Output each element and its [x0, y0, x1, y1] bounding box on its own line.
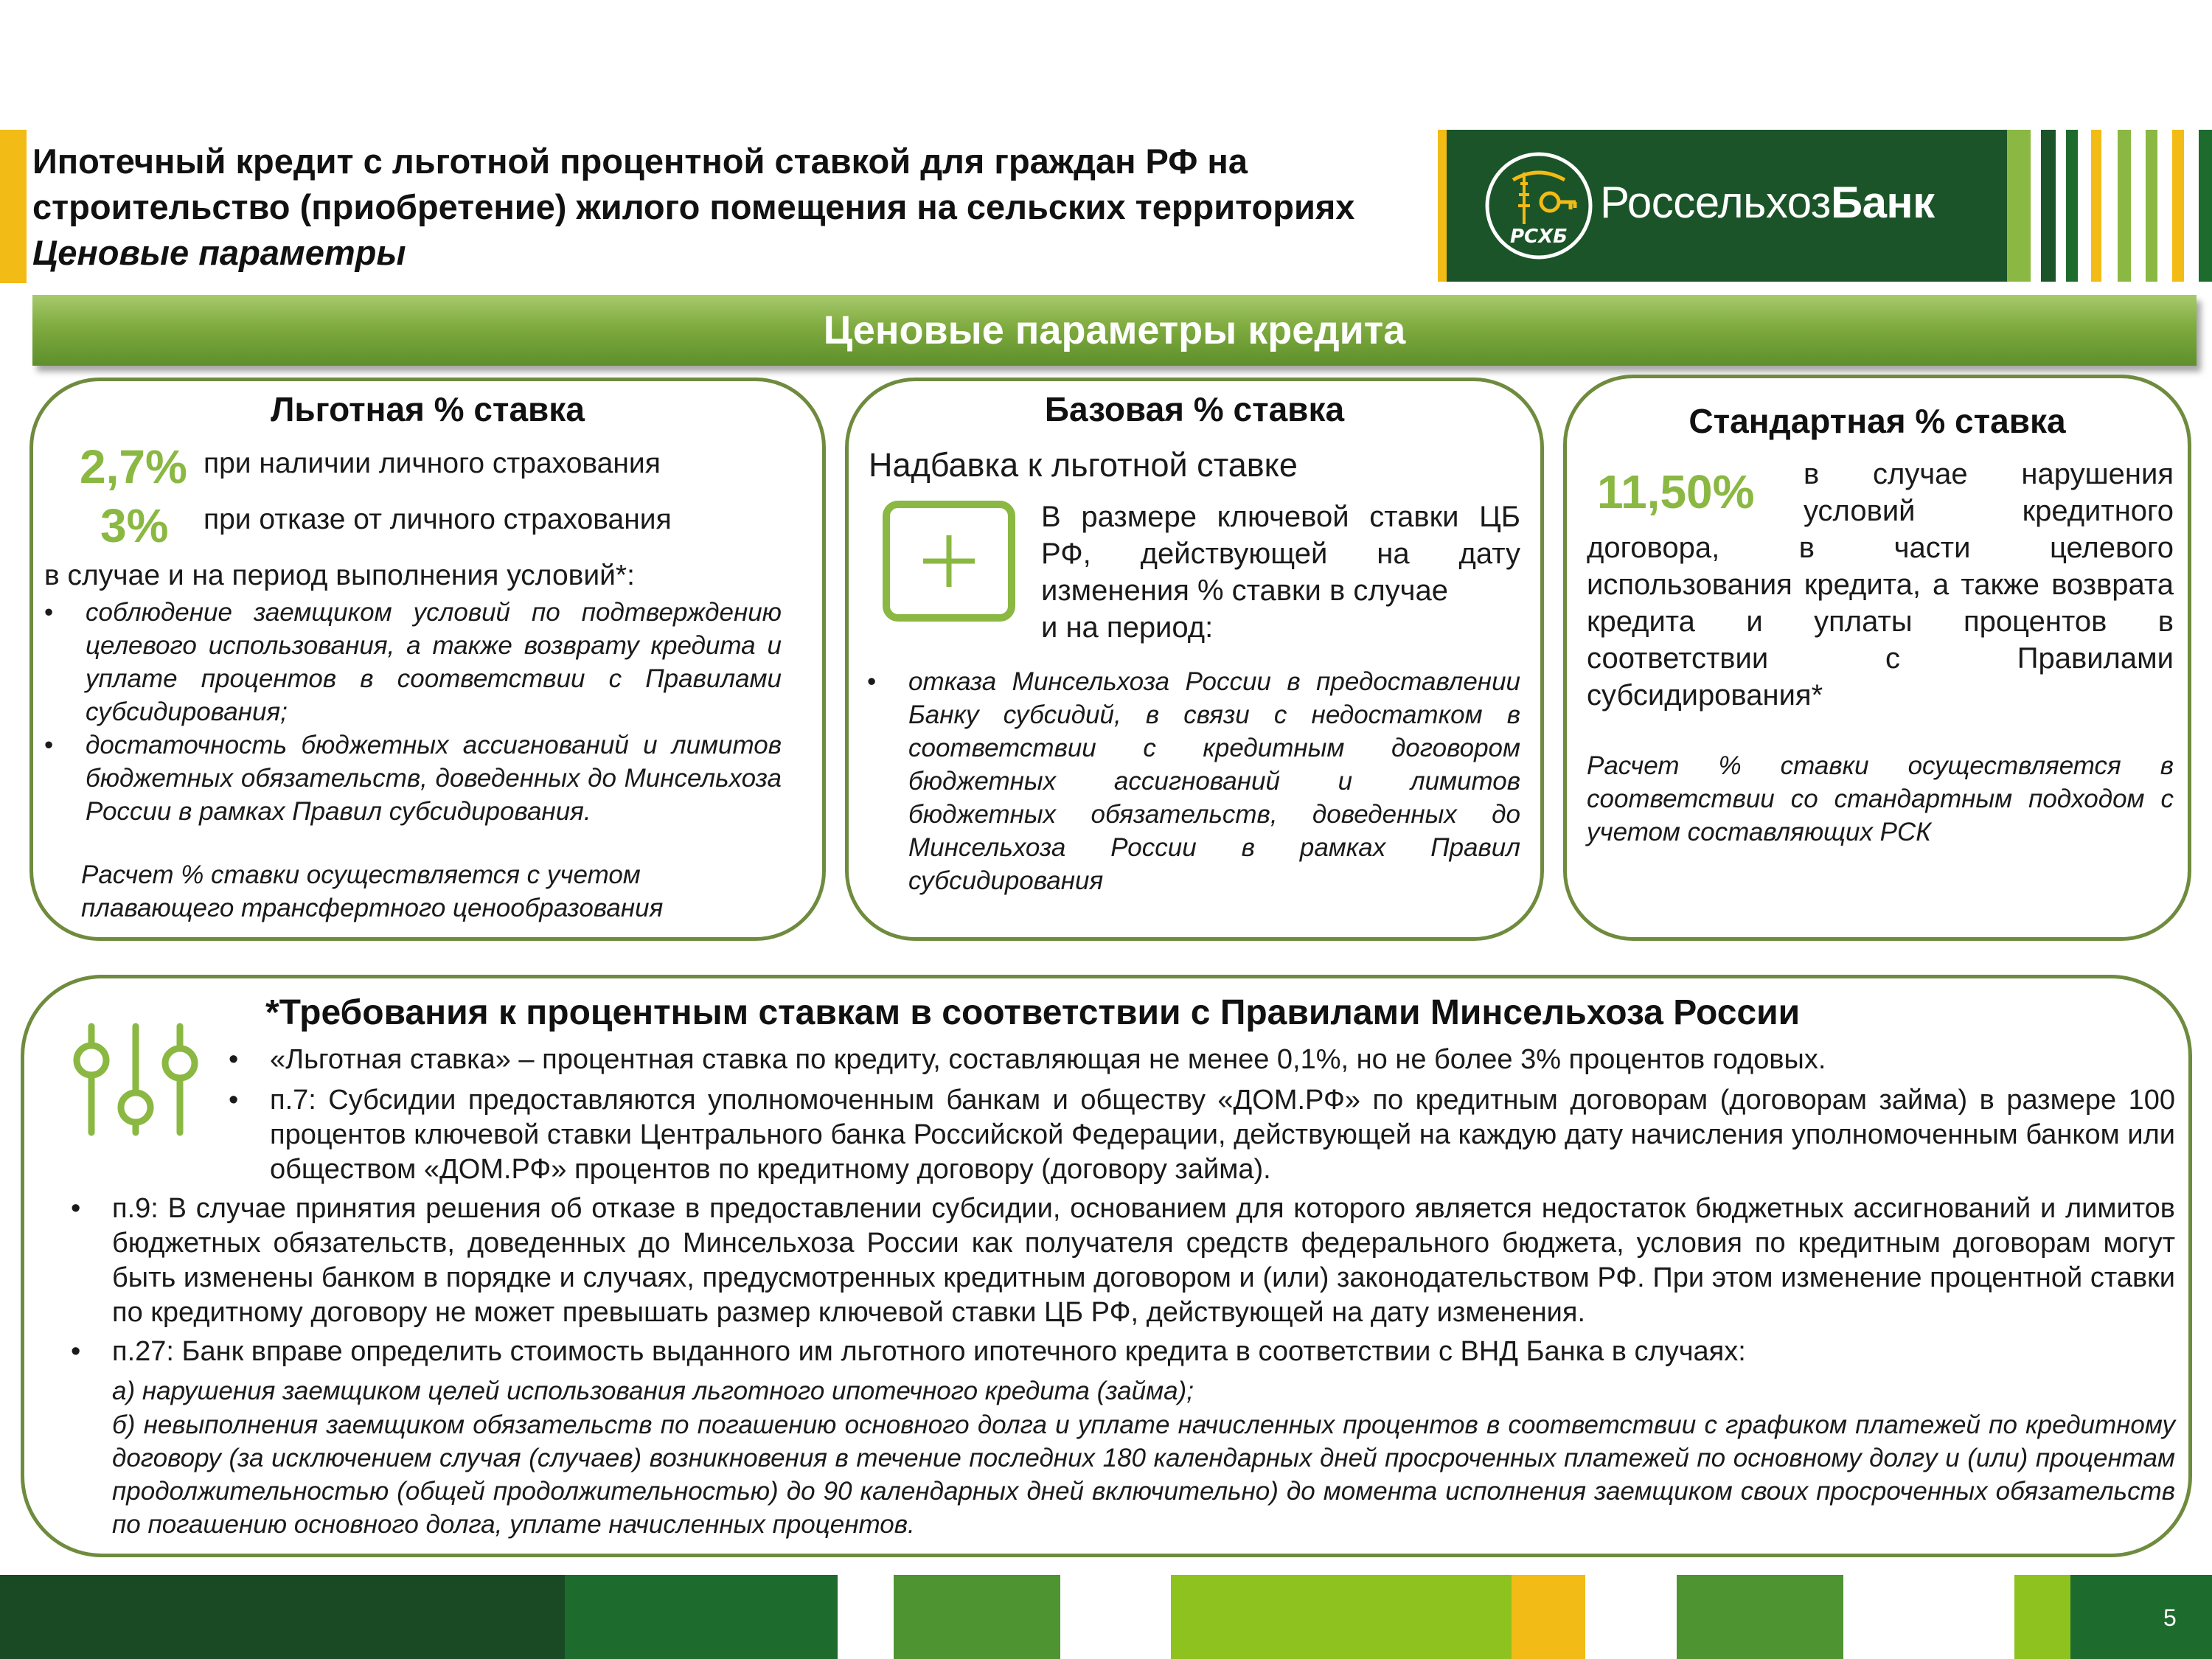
requirement-sub-b: б) невыполнения заемщиком обязательств по погашению основного долга и уплате начисленных процентов в соответствии с графиком платежей по кредитному договору (за исключением случая (случаев) возникновения в течение последних 180 календарных дней просроченных платежей по основному долгу и (или) процентам продолжительностью (общей продолжительностью) до 90 календарных дней включительно) до момента исполнения заемщиком своих просроченных обязательств по погашению основного долга, уплате начисленных процентов.: [112, 1411, 2175, 1539]
standard-note: Расчет % ставки осуществляется в соответствии со стандартным подходом с учетом составляющих РСК: [1587, 751, 2174, 846]
conditions-intro: в случае и на период выполнения условий*:: [44, 560, 635, 591]
standard-desc: договора, в части целевого использования кредита, а также возврата кредита и уплаты процентов в соответствии с Правилами субсидирования*: [1587, 532, 2174, 712]
list-item: • соблюдение заемщиком условий по подтверждению целевого использования, а также возврату кредита и уплате процентов в соответствии с Правилами субсидирования;: [41, 596, 782, 728]
list-item: • отказа Минсельхоза России в предоставлении Банку субсидий, в связи с недостатком в соответствии с кредитным договором бюджетных ассигнований и лимитов бюджетных обязательств, доведенных до Минсельхоза России в рамках Правил субсидирования: [864, 665, 1520, 897]
rate-with-insurance: 2,7%: [80, 440, 187, 493]
plus-icon: [882, 500, 1016, 622]
sliders-icon: [71, 1022, 201, 1147]
section-title-bar: [32, 295, 2197, 366]
card-preferential-title: Льготная % ставка: [271, 390, 585, 428]
rate-without-insurance: 3%: [100, 499, 169, 552]
section-title: Ценовые параметры кредита: [823, 308, 1406, 352]
list-item: • п.9: В случае принятия решения об отказе в предоставлении субсидии, основанием для которого является недостаток бюджетных ассигнований и лимитов бюджетных обязательств, доведенных до Минсельхоза России как получателя средств федерального бюджета, условия по кредитным договорам могут быть изменены банком в порядке и случаях, предусмотренных кредитным договором и (или) законодательством РФ. При этом изменение процентной ставки по кредитному договору не может превышать размер ключевой ставки ЦБ РФ, действующей на дату изменения.: [68, 1192, 2175, 1330]
rate-with-insurance-desc: при наличии личного страхования: [204, 448, 661, 479]
card-standard-title: Стандартная % ставка: [1688, 402, 2066, 440]
page-title: [32, 139, 1448, 276]
page-subtitle: Ценовые параметры: [32, 233, 406, 272]
list-item: • п.27: Банк вправе определить стоимость выданного им льготного ипотечного кредита в соответствии с ВНД Банка в случаях:: [68, 1335, 2175, 1369]
title-line-2: строительство (приобретение) жилого помещения на сельских территориях: [32, 187, 1355, 226]
standard-rate: 11,50%: [1597, 465, 1755, 518]
requirements-list-top: [226, 1043, 2175, 1187]
brand-name: РоссельхозБанк: [1600, 178, 1935, 227]
requirements-title: *Требования к процентным ставкам в соответствии с Правилами Минсельхоза России: [265, 993, 1801, 1032]
card-base-desc: В размере ключевой ставки ЦБ РФ, действующей на дату изменения % ставки в случае и на период:: [1041, 501, 1520, 644]
page-number: 5: [2163, 1604, 2177, 1631]
requirements-list-bottom: [68, 1192, 2175, 1369]
svg-text:РСХБ: РСХБ: [1510, 226, 1568, 248]
list-item: • достаточность бюджетных ассигнований и лимитов бюджетных обязательств, доведенных до Минсельхоза России в рамках Правил субсидирования.: [41, 728, 782, 828]
standard-desc-start: в случае нарушения условий кредитного: [1804, 458, 2174, 527]
card-base-title: Базовая % ставка: [1044, 390, 1345, 428]
title-line-1: Ипотечный кредит с льготной процентной ставкой для граждан РФ на: [32, 142, 1248, 181]
list-item: • «Льготная ставка» – процентная ставка по кредиту, составляющая не менее 0,1%, но не более 3% процентов годовых.: [226, 1043, 2175, 1077]
rshb-emblem-icon: [1484, 150, 1594, 261]
header-accent-bar: [0, 130, 27, 283]
preferential-note: Расчет % ставки осуществляется с учетом плавающего трансфертного ценообразования: [81, 860, 664, 922]
card-base-subtitle: Надбавка к льготной ставке: [869, 446, 1298, 484]
requirement-sub-a: а) нарушения заемщиком целей использования льготного ипотечного кредита (займа);: [112, 1377, 1194, 1405]
list-item: • п.7: Субсидии предоставляются уполномоченным банкам и обществу «ДОМ.РФ» по кредитным договорам (договорам займа) в размере 100 процентов ключевой ставки Центрального банка Российской Федерации, действующей на каждую дату начисления уполномоченным банком или обществом «ДОМ.РФ» процентов по кредитному договору (договору займа).: [226, 1083, 2175, 1187]
base-conditions-list: [864, 665, 1520, 897]
preferential-conditions-list: [41, 596, 782, 828]
rate-without-insurance-desc: при отказе от личного страхования: [204, 504, 672, 535]
